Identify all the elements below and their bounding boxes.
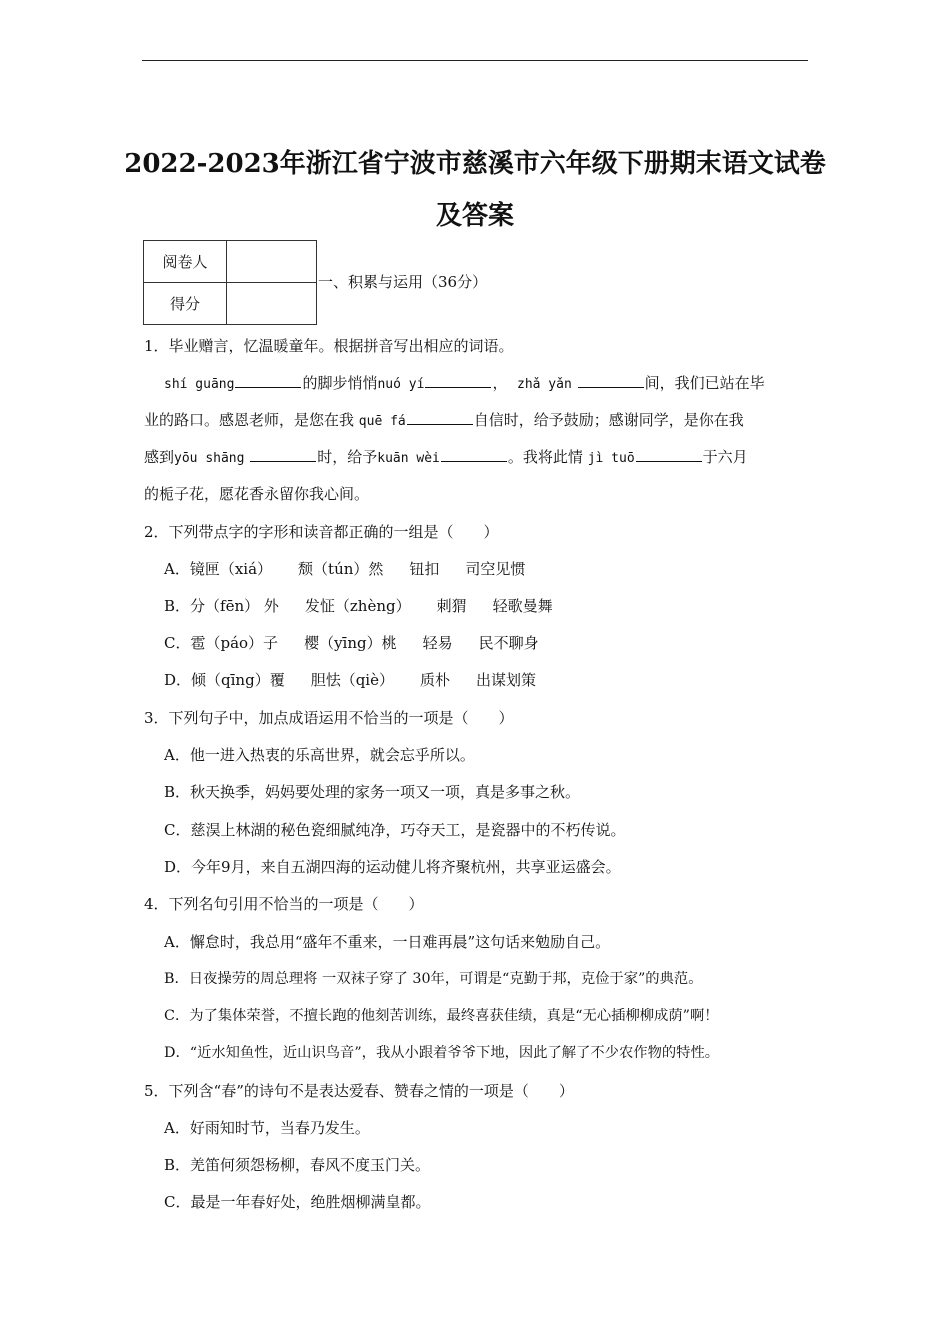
q3-option-b: B．秋天换季，妈妈要处理的家务一项又一项，真是多事之秋。 bbox=[164, 783, 581, 801]
q4-option-b: B．日夜操劳的周总理将 一双袜子穿了 30年，可谓是“克勤于邦，克俭于家”的典范。 bbox=[164, 971, 703, 987]
answer-blank[interactable] bbox=[425, 372, 491, 388]
q4-stem: 4．下列名句引用不恰当的一项是（ ） bbox=[144, 895, 424, 913]
text: 。我将此情 bbox=[507, 448, 583, 466]
pinyin: zhǎ yǎn bbox=[517, 377, 572, 392]
option-part: A．镜匣（xiá） bbox=[164, 560, 273, 578]
q4-option-d: D．“近水知鱼性，近山识鸟音”，我从小跟着爷爷下地，因此了解了不少农作物的特性。 bbox=[164, 1045, 720, 1061]
option-part: 胆怯（qiè） bbox=[310, 671, 394, 689]
option-part: 司空见惯 bbox=[465, 560, 526, 578]
text: 的脚步悄悄 bbox=[302, 374, 378, 392]
score-cell bbox=[227, 283, 317, 325]
q5-stem: 5．下列含“春”的诗句不是表达爱春、赞春之情的一项是（ ） bbox=[144, 1082, 574, 1100]
section-heading: 一、积累与运用（36分） bbox=[318, 273, 488, 291]
q3-option-c: C．慈淏上林湖的秘色瓷细腻纯净，巧夺天工，是瓷器中的不朽传说。 bbox=[164, 821, 626, 839]
pinyin: kuān wèi bbox=[377, 451, 440, 466]
option-part: 颓（tún）然 bbox=[298, 560, 384, 578]
score-label: 得分 bbox=[144, 283, 227, 325]
option-part: 樱（yīng）桃 bbox=[304, 634, 397, 652]
q5-option-a: A．好雨知时节，当春乃发生。 bbox=[164, 1119, 370, 1137]
option-part: 轻易 bbox=[422, 634, 453, 652]
text: 自信时，给予鼓励；感谢同学，是你在我 bbox=[473, 411, 744, 429]
q3-stem: 3．下列句子中，加点成语运用不恰当的一项是（ ） bbox=[144, 709, 514, 727]
pinyin: yōu shāng bbox=[174, 451, 245, 466]
text: 于六月 bbox=[702, 448, 748, 466]
option-part: 轻歌曼舞 bbox=[492, 597, 553, 615]
option-part: 刺猬 bbox=[436, 597, 467, 615]
text: 感到 bbox=[144, 448, 175, 466]
text: 间，我们已站在毕 bbox=[644, 374, 765, 392]
answer-blank[interactable] bbox=[407, 409, 473, 425]
header-rule bbox=[142, 60, 808, 61]
q1-line2 bbox=[144, 408, 744, 434]
answer-blank[interactable] bbox=[235, 372, 301, 388]
pinyin: shí guāng bbox=[164, 377, 235, 392]
q2-option-c bbox=[164, 631, 539, 655]
q2-option-d bbox=[164, 668, 536, 692]
pinyin: nuó yí bbox=[377, 377, 425, 392]
answer-blank[interactable] bbox=[578, 372, 644, 388]
option-part: 出谋划策 bbox=[476, 671, 537, 689]
option-part: 质朴 bbox=[419, 671, 450, 689]
q5-option-c: C．最是一年春好处，绝胜烟柳满皇都。 bbox=[164, 1193, 431, 1211]
q2-stem: 2．下列带点字的字形和读音都正确的一组是（ ） bbox=[144, 523, 499, 541]
q1-line3 bbox=[144, 445, 748, 471]
q3-option-a: A．他一进入热衷的乐高世界，就会忘乎所以。 bbox=[164, 746, 475, 764]
pinyin: jì tuō bbox=[587, 451, 635, 466]
option-part: D．倾（qīng）覆 bbox=[164, 671, 285, 689]
answer-blank[interactable] bbox=[636, 446, 702, 462]
option-part: C．雹（páo）子 bbox=[164, 634, 279, 652]
q1-line4: 的栀子花，愿花香永留你我心间。 bbox=[144, 485, 370, 503]
page-title: 2022-2023年浙江省宁波市慈溪市六年级下册期末语文试卷 bbox=[124, 149, 826, 179]
q1-stem: 1．毕业赠言，忆温暖童年。根据拼音写出相应的词语。 bbox=[144, 337, 514, 355]
text: ， bbox=[492, 374, 508, 392]
option-part: B．分（fēn） 外 bbox=[164, 597, 279, 615]
reviewer-cell bbox=[227, 241, 317, 283]
answer-blank[interactable] bbox=[250, 446, 316, 462]
answer-blank[interactable] bbox=[441, 446, 507, 462]
option-part: 民不聊身 bbox=[478, 634, 539, 652]
q2-option-a bbox=[164, 557, 525, 581]
q2-option-b bbox=[164, 594, 553, 618]
q1-line1 bbox=[164, 371, 765, 397]
option-part: 钮扣 bbox=[409, 560, 440, 578]
q4-option-a: A．懈怠时，我总用“盛年不重来，一日难再晨”这句话来勉励自己。 bbox=[164, 933, 611, 951]
pinyin: quē fá bbox=[358, 414, 406, 429]
q3-option-d: D．今年9月，来自五湖四海的运动健儿将齐聚杭州，共享亚运盛会。 bbox=[164, 858, 621, 876]
score-table bbox=[143, 240, 317, 325]
text: 业的路口。感恩老师，是您在我 bbox=[144, 411, 355, 429]
q5-option-b: B．羌笛何须怨杨柳，春风不度玉门关。 bbox=[164, 1156, 431, 1174]
page-title-line2: 及答案 bbox=[435, 201, 514, 231]
q4-option-c: C．为了集体荣誉，不擅长跑的他刻苦训练，最终喜获佳绩，真是“无心插柳柳成荫”啊！ bbox=[164, 1008, 719, 1024]
option-part: 发怔（zhèng） bbox=[304, 597, 411, 615]
text: 时，给予 bbox=[317, 448, 378, 466]
reviewer-label: 阅卷人 bbox=[144, 241, 227, 283]
